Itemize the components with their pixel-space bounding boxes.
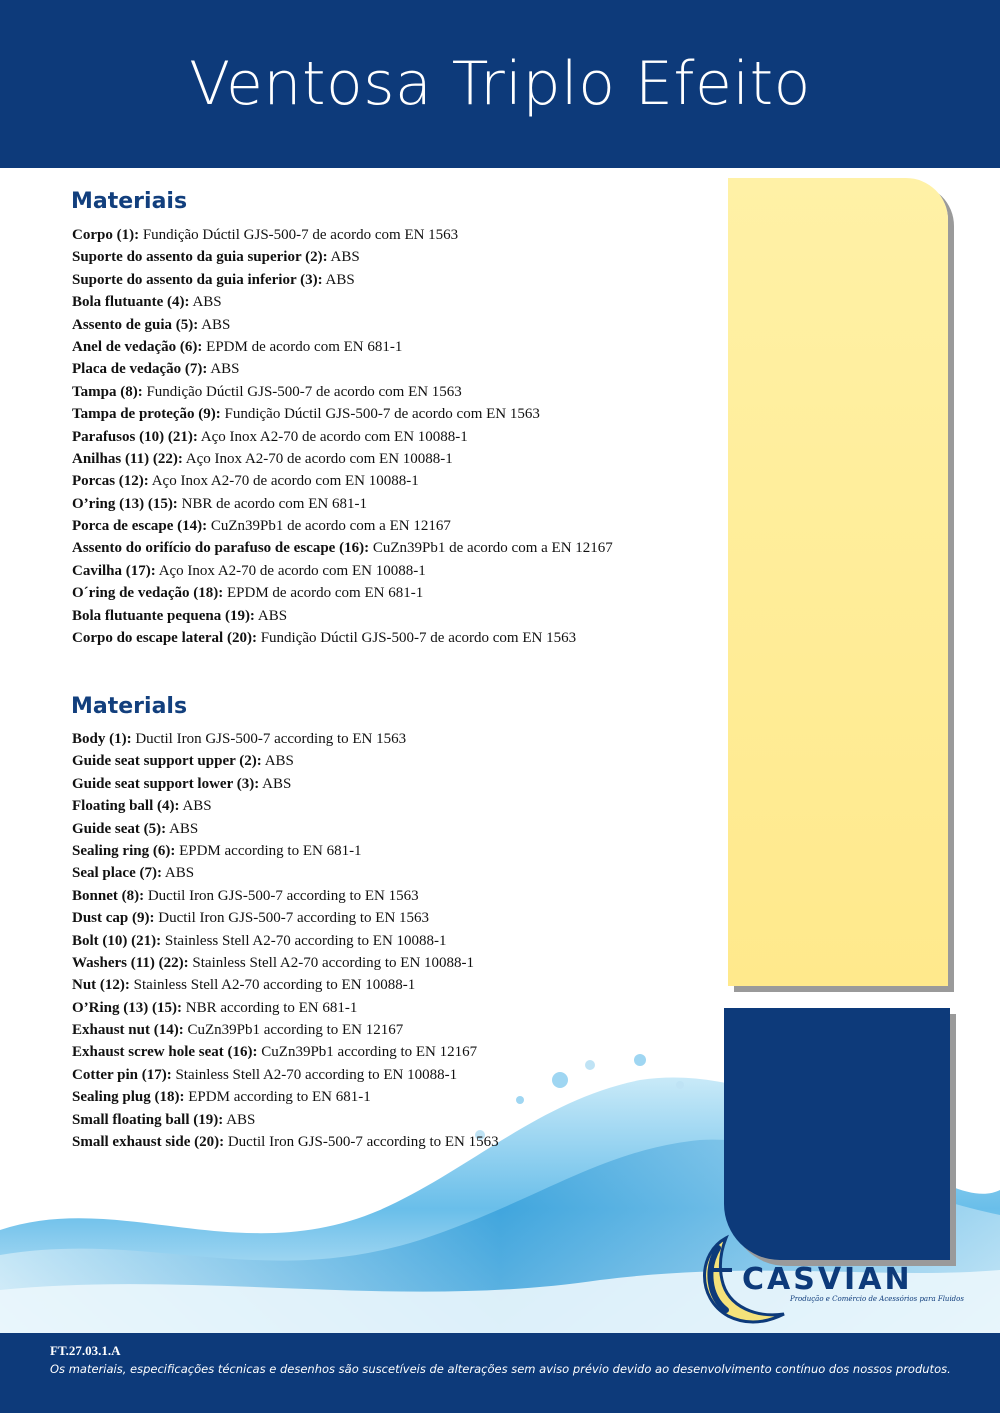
list-item: Porcas (12): Aço Inox A2-70 de acordo com EN 10088-1	[72, 473, 419, 490]
list-item: Bola flutuante (4): ABS	[72, 294, 222, 311]
list-item: O’Ring (13) (15): NBR according to EN 681-1	[72, 999, 358, 1016]
list-item: Small exhaust side (20): Ductil Iron GJS-500-7 according to EN 1563	[72, 1134, 499, 1151]
list-item: Cotter pin (17): Stainless Stell A2-70 according to EN 10088-1	[72, 1066, 458, 1083]
list-item: Sealing ring (6): EPDM according to EN 681-1	[72, 842, 362, 859]
list-item: Parafusos (10) (21): Aço Inox A2-70 de acordo com EN 10088-1	[72, 428, 468, 445]
list-item: Anilhas (11) (22): Aço Inox A2-70 de acordo com EN 10088-1	[72, 450, 453, 467]
list-item: Floating ball (4): ABS	[72, 798, 212, 815]
list-item: Guide seat (5): ABS	[72, 820, 199, 837]
list-item: Seal place (7): ABS	[72, 865, 195, 882]
list-item: Porca de escape (14): CuZn39Pb1 de acordo com a EN 12167	[72, 518, 451, 535]
header-banner	[0, 0, 1000, 168]
list-item: Guide seat support lower (3): ABS	[72, 775, 292, 792]
page-title: Ventosa Triplo Efeito	[189, 49, 811, 119]
logo-tagline: Produção e Comércio de Acessórios para Fluidos	[790, 1295, 964, 1303]
list-item: Assento do orifício do parafuso de escape (16): CuZn39Pb1 de acordo com a EN 12167	[72, 540, 613, 557]
list-item: Dust cap (9): Ductil Iron GJS-500-7 according to EN 1563	[72, 910, 430, 927]
list-item: Bonnet (8): Ductil Iron GJS-500-7 according to EN 1563	[72, 887, 419, 904]
materials-heading: Materials	[71, 694, 188, 719]
list-item: Bola flutuante pequena (19): ABS	[72, 607, 288, 624]
list-item: Cavilha (17): Aço Inox A2-70 de acordo com EN 10088-1	[72, 562, 426, 579]
yellow-side-panel	[728, 178, 948, 986]
list-item: Bolt (10) (21): Stainless Stell A2-70 according to EN 10088-1	[72, 932, 447, 949]
list-item: Anel de vedação (6): EPDM de acordo com EN 681-1	[72, 338, 403, 355]
list-item: Tampa (8): Fundição Dúctil GJS-500-7 de acordo com EN 1563	[72, 383, 462, 400]
list-item: Assento de guia (5): ABS	[72, 316, 231, 333]
list-item: O´ring de vedação (18): EPDM de acordo com EN 681-1	[72, 585, 424, 602]
list-item: Exhaust screw hole seat (16): CuZn39Pb1 according to EN 12167	[72, 1044, 478, 1061]
list-item: Nut (12): Stainless Stell A2-70 according to EN 10088-1	[72, 977, 416, 994]
list-item: Suporte do assento da guia inferior (3): ABS	[72, 271, 355, 288]
list-item: Corpo do escape lateral (20): Fundição Dúctil GJS-500-7 de acordo com EN 1563	[72, 630, 577, 647]
list-item: Guide seat support upper (2): ABS	[72, 753, 294, 770]
disclaimer-note: Os materiais, especificações técnicas e desenhos são suscetíveis de alterações sem aviso prévio devido ao desenvolvimento contínuo dos nossos produtos.	[50, 1362, 951, 1376]
list-item: Corpo (1): Fundição Dúctil GJS-500-7 de acordo com EN 1563	[72, 227, 459, 243]
materials-list	[72, 728, 499, 1153]
materiais-list	[72, 224, 613, 649]
list-item: Sealing plug (18): EPDM according to EN 681-1	[72, 1089, 371, 1106]
list-item: Placa de vedação (7): ABS	[72, 361, 240, 378]
list-item: Suporte do assento da guia superior (2): ABS	[72, 249, 360, 266]
list-item: Tampa de proteção (9): Fundição Dúctil GJS-500-7 de acordo com EN 1563	[72, 406, 540, 423]
document-code: FT.27.03.1.A	[50, 1343, 121, 1358]
list-item: Washers (11) (22): Stainless Stell A2-70 according to EN 10088-1	[72, 954, 475, 971]
list-item: Small floating ball (19): ABS	[72, 1111, 256, 1128]
list-item: Exhaust nut (14): CuZn39Pb1 according to EN 12167	[72, 1022, 404, 1039]
materiais-heading: Materiais	[71, 189, 188, 214]
list-item: O’ring (13) (15): NBR de acordo com EN 681-1	[72, 495, 367, 512]
logo-name: CASVIAN	[742, 1262, 913, 1297]
list-item: Body (1): Ductil Iron GJS-500-7 according to EN 1563	[72, 731, 407, 747]
